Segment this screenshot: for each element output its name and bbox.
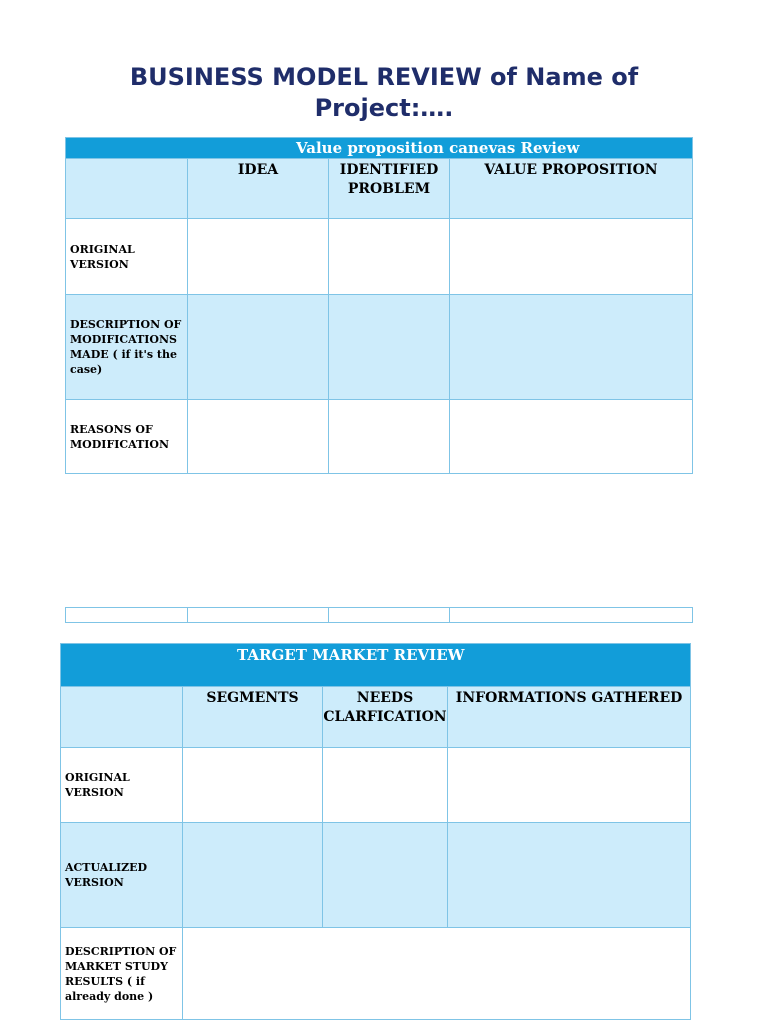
col-header-problem-line-1: IDENTIFIED (339, 162, 439, 178)
col-header-idea (188, 159, 329, 219)
col-header-segments-text: SEGMENTS (206, 690, 299, 706)
table-cell[interactable] (323, 748, 448, 823)
row-label-actualized-version (61, 823, 183, 928)
row-label-original-version (66, 219, 188, 295)
col-header-info-text: INFORMATIONS GATHERED (455, 690, 683, 706)
row-label-original-version (61, 748, 183, 823)
table-cell[interactable] (329, 219, 450, 295)
col-header-informations-gathered (448, 687, 691, 748)
market-study-results-cell[interactable] (183, 928, 691, 1020)
col-header-needs-line-1: NEEDS (356, 690, 414, 706)
target-market-table (60, 643, 691, 1020)
col-header-needs-line-2: CLARFICATION (323, 709, 447, 725)
table-cell[interactable] (448, 823, 691, 928)
table-cell[interactable] (450, 219, 693, 295)
table-cell[interactable] (450, 608, 693, 623)
row-label-reasons-of-modification (66, 400, 188, 474)
empty-table-strip (65, 607, 693, 623)
row-label-line: ORIGINAL (65, 771, 130, 784)
table-cell[interactable] (450, 295, 693, 400)
value-proposition-table (65, 137, 693, 474)
table-cell[interactable] (183, 823, 323, 928)
page-title-line-1: BUSINESS MODEL REVIEW of Name of (129, 63, 639, 91)
table-cell[interactable] (323, 823, 448, 928)
table-cell[interactable] (329, 400, 450, 474)
table-cell[interactable] (188, 608, 329, 623)
row-label-line: VERSION (65, 786, 124, 799)
page-title-line-2: Project:…. (314, 94, 454, 122)
row-label-line: REASONS OF (70, 422, 153, 436)
table-cell[interactable] (188, 219, 329, 295)
col-header-segments (183, 687, 323, 748)
row-label-line: VERSION (70, 257, 129, 271)
table-cell[interactable] (66, 608, 188, 623)
col-header-problem-line-2: PROBLEM (347, 181, 431, 197)
table-cell[interactable] (183, 748, 323, 823)
value-proposition-banner (66, 138, 693, 159)
col-header-idea-text: IDEA (237, 162, 279, 178)
page-title (60, 62, 708, 124)
target-market-banner-text: TARGET MARKET REVIEW (237, 646, 465, 664)
table-cell[interactable] (188, 295, 329, 400)
row-label-line: DESCRIPTION OF (65, 944, 177, 958)
col-header-value-text: VALUE PROPOSITION (484, 162, 658, 178)
row-label-line: already done ) (65, 989, 154, 1003)
target-market-banner (61, 644, 691, 687)
row-label-description-of-market-study (61, 928, 183, 1020)
col-header-identified-problem (329, 159, 450, 219)
table-cell[interactable] (448, 748, 691, 823)
table-cell[interactable] (329, 608, 450, 623)
header-empty-cell (61, 687, 183, 748)
row-label-line: MODIFICATION (70, 437, 170, 451)
row-label-line: ORIGINAL (70, 242, 135, 256)
header-empty-cell (66, 159, 188, 219)
row-label-line: DESCRIPTION OF (70, 318, 182, 331)
table-cell[interactable] (450, 400, 693, 474)
row-label-line: ACTUALIZED (65, 861, 148, 874)
row-label-line: VERSION (65, 876, 124, 889)
table-cell[interactable] (188, 400, 329, 474)
col-header-needs-clarfication (323, 687, 448, 748)
value-proposition-banner-text: Value proposition canevas Review (296, 139, 580, 157)
row-label-line: MADE ( if it's the (70, 348, 177, 361)
row-label-description-of-modifications (66, 295, 188, 400)
row-label-line: RESULTS ( if (65, 974, 145, 988)
col-header-value-proposition (450, 159, 693, 219)
row-label-line: MODIFICATIONS (70, 333, 177, 346)
row-label-line: MARKET STUDY (65, 959, 168, 973)
row-label-line: case) (70, 363, 103, 376)
table-cell[interactable] (329, 295, 450, 400)
